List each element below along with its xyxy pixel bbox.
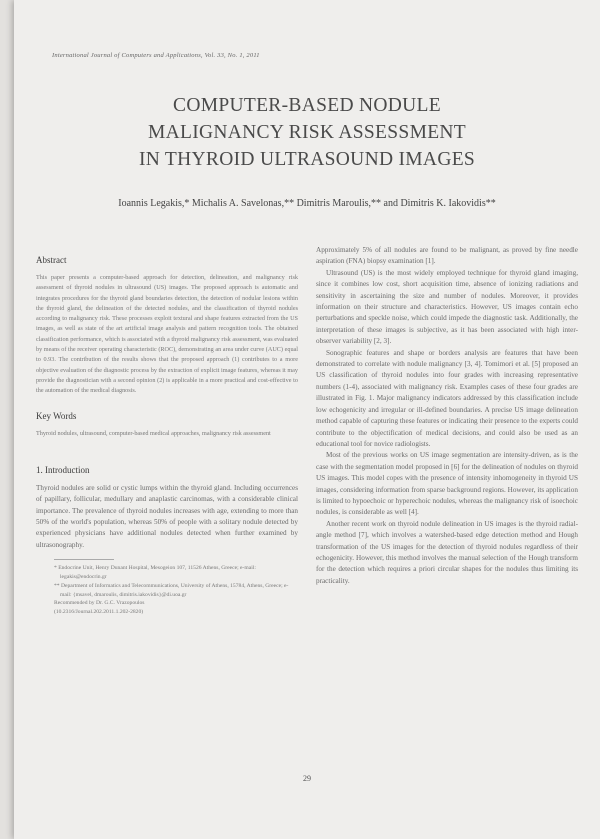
title-line: IN THYROID ULTRASOUND IMAGES [138,149,476,170]
body-paragraph: Most of the previous works on US image segmentation are intensity-driven, as is the case with the segmentation model proposed in [6] for the delineation of nodules on thyroid US images. This model copes with the presence of intensity inhomogeneity in thyroid US images, considering information from sparse background regions. However, its application is limited to hypoechoic or hyperechoic nodules, whereas the malignancy risk of isoechoic nodules, is considerable as well [4]. [316,451,578,517]
footnote: * Endocrine Unit, Henry Dunant Hospital, Mesogeion 107, 11526 Athens, Greece; e-mail: legakis@endocrin.gr [54,565,256,581]
title-line: COMPUTER-BASED NODULE [173,95,441,116]
title-line: MALIGNANCY RISK ASSESSMENT [147,122,467,143]
paper-title [14,92,600,173]
keywords-heading: Key Words [36,410,77,421]
author-list: Ioannis Legakis,* Michalis A. Savelonas,** Dimitris Maroulis,** and Dimitris K. Iakovidis** [118,198,496,209]
running-head: International Journal of Computers and Applications, Vol. 33, No. 1, 2011 [52,52,260,59]
body-paragraph: Sonographic features and shape or borders analysis are features that have been demonstrated to correlate with nodule malignancy [3, 4]. Tomimori et al. [5] proposed an US classification of thyroid nodules into four grades with increasing representative numbers (1-4), associated with malignancy risk. Examples cases of these four grades are illustrated in Fig. 1. Major malignancy indicators addressed by this classification include low echogenicity and irregular or ill-defined boundaries. A precise US image delineation method capable of capturing these features or indicating their presence to the experts could contribute to the objectification of medical decisions, and could also be used as an educational tool for novice radiologists. [316,348,578,448]
footnote: Recommended by Dr. G.C. Vrazopoulos [54,600,145,607]
footnote: (10.2316/Journal.202.2011.1.202-2820) [54,609,144,616]
paper-page [14,0,600,839]
abstract-heading: Abstract [36,255,67,265]
body-paragraph: Approximately 5% of all nodules are found to be malignant, as proved by fine needle aspiration (FNA) biopsy examination [1]. [316,246,578,266]
footnote-rule [54,559,114,560]
keywords-text: Thyroid nodules, ultrasound, computer-based medical approaches, malignancy risk assessment [36,429,271,437]
footnote: ** Department of Informatics and Telecommunications, University of Athens, 15784, Athens, Greece; e-mail: {msavel, dmaroulis, dimitris.iakovidis}@di.uoa.gr [54,582,289,598]
page-number: 29 [303,774,311,783]
right-column [316,245,578,587]
introduction-text: Thyroid nodules are solid or cystic lumps within the thyroid gland. Including occurrences of papillary, follicular, medullary and anaplastic carcinomas, with a considerable clinical importance. The prevalence of thyroid nodules increases with age, extending to more than 50% of the world's population, whereas 50% of people with a solitary nodule detected by experienced physicians have additional nodules detected when further examined by ultrasonography. [36,483,298,549]
body-paragraph: Another recent work on thyroid nodule delineation in US images is the thyroid radial-angle method [7], which involves a watershed-based edge detection method and Hough transformation of the US images for the detection of thyroid nodules regardless of their echogenicity. However, this method involves the manual selection of the Hough transform for the detection which requires a priori circular shapes for the nodules thus limiting its practicality. [316,519,578,585]
body-paragraph: Ultrasound (US) is the most widely employed technique for thyroid gland imaging, since it combines low cost, short acquisition time, absence of ionizing radiations and sensitivity in ascertaining the size and number of nodules. Moreover, it provides information on their structure and characteristics. However, US images contain echo perturbations and speckle noise, which could impede the diagnostic task. Additionally, the interpretation of these images is subjective, as it has been associated with high inter-observer variability [2, 3]. [316,268,578,346]
introduction-heading: 1. Introduction [36,464,90,475]
footnotes [36,564,298,617]
abstract-text: This paper presents a computer-based approach for detection, delineation, and malignancy risk assessment of thyroid nodules in ultrasound (US) images. The proposed approach is automatic and integrates procedures for the thyroid gland boundaries detection, the detection of nodular lesions within the thyroid gland, the delineation of the detected nodules, and the classification of thyroid nodules according to malignancy risk. These processes exploit textural and shape features extracted from the US images, as well as state of the art artificial image analysis and pattern recognition tools. The obtained classification performance, which is associated with a thyroid malignancy risk assessment, was evaluated by means of the receiver operating characteristic (ROC), demonstrating an area under curve (AUC) equal to 0.93. The contribution of the results shows that the proposed approach (1) contributes to a more objective evaluation of the diagnostic process by the extraction of explicit image features, whereas it may provide the diagnostician with a second opinion (2) is applicable in a more practical and cost-effective to the automation of the medical diagnosis. [36,274,298,395]
left-column [36,255,298,617]
